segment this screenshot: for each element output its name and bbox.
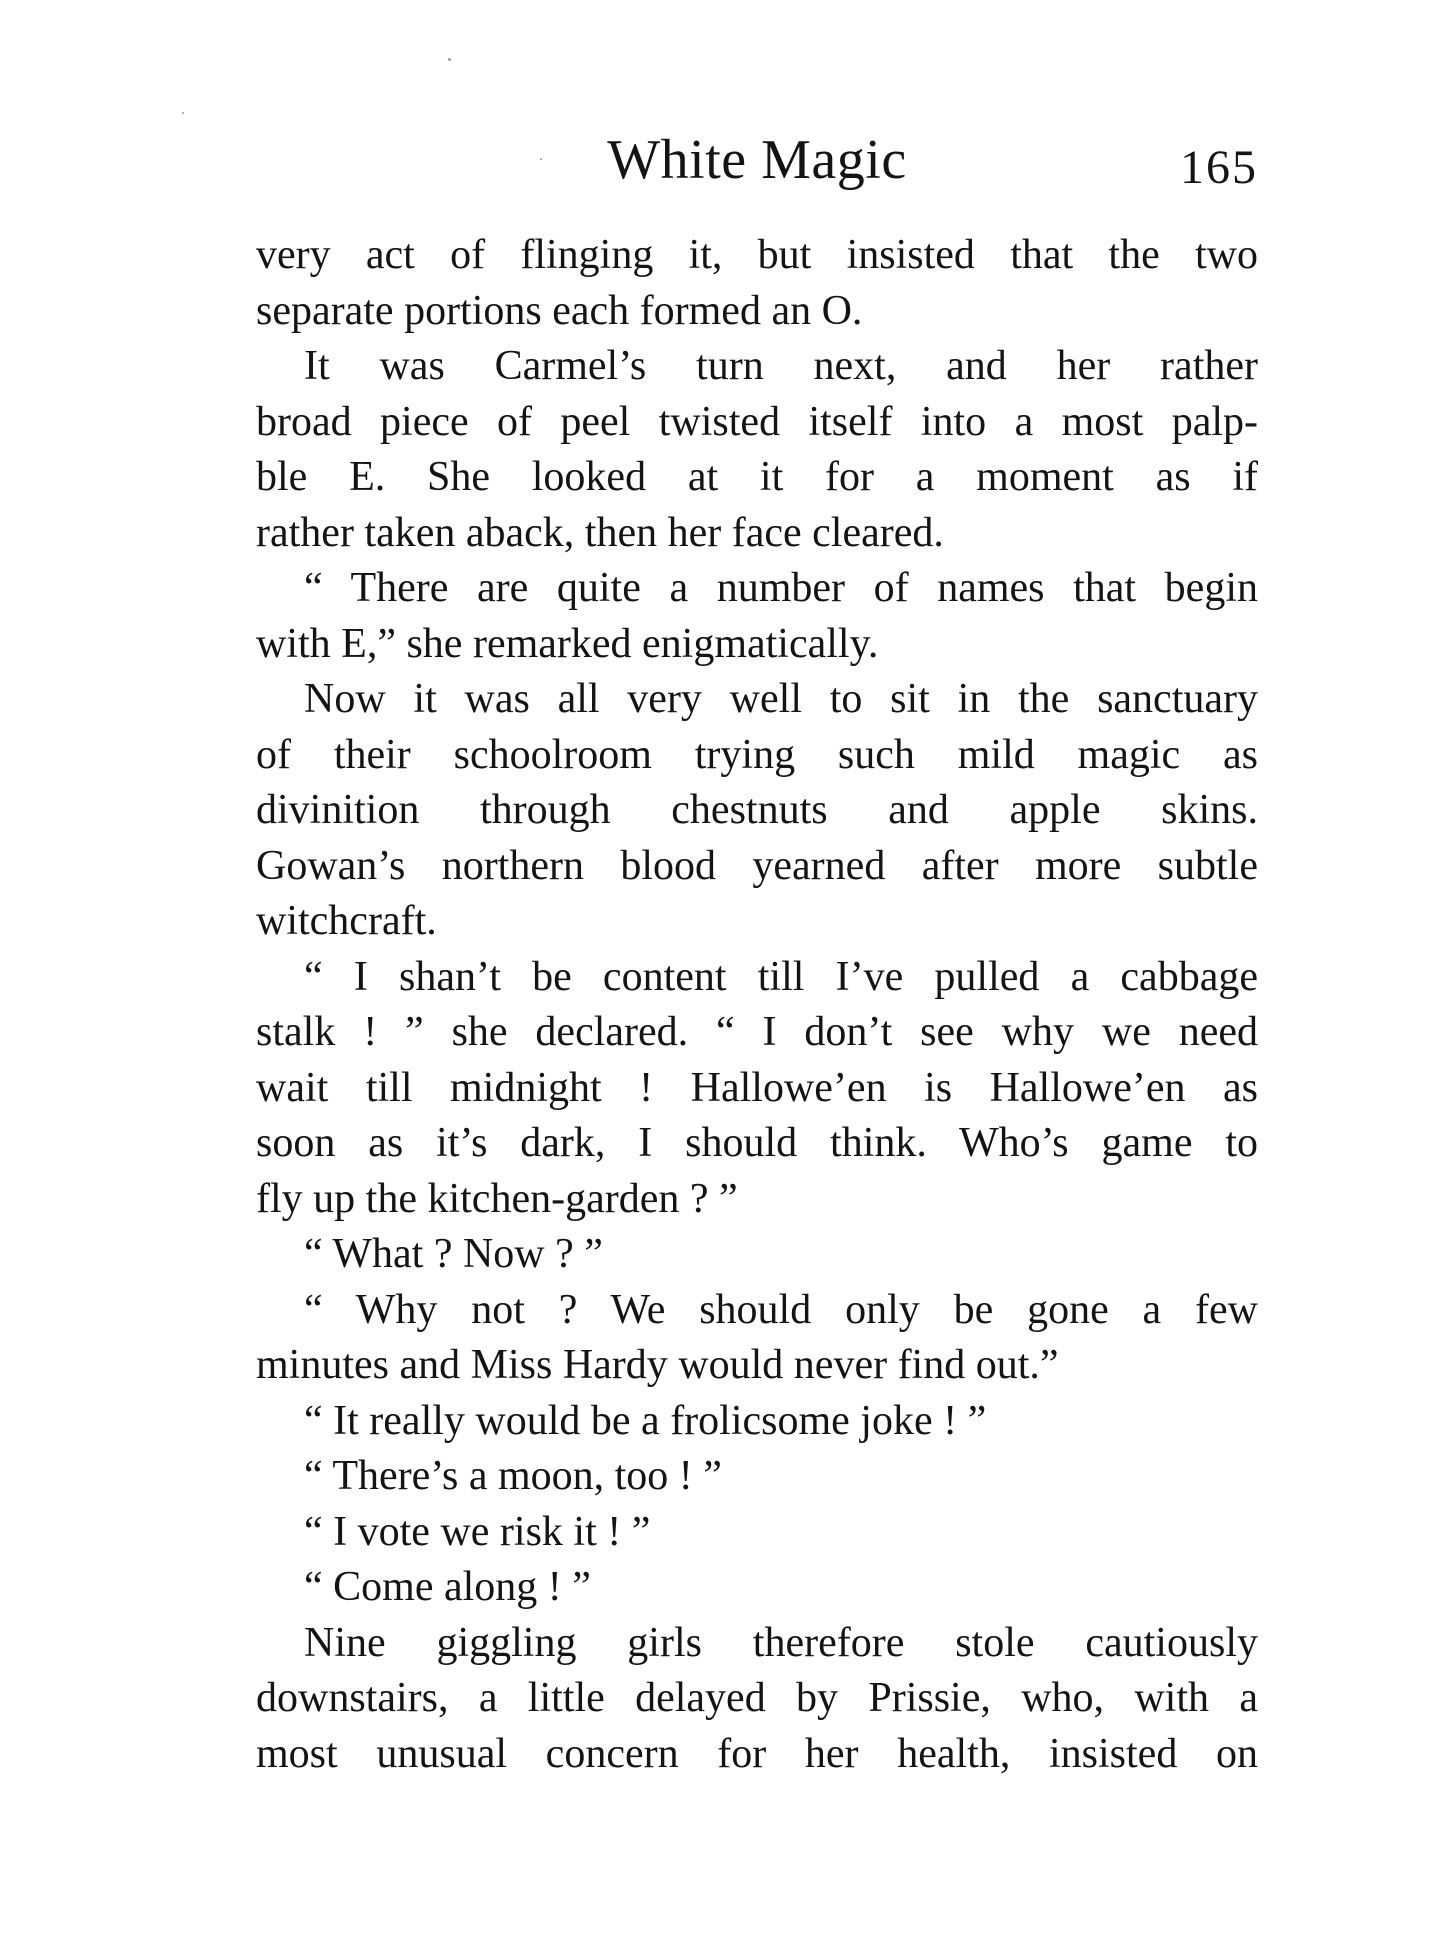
text-line: “ It really would be a frolicsome joke ! ” (304, 1397, 987, 1444)
text-line: divinition through chestnuts and apple skins. (256, 787, 1258, 833)
text-line: Nine giggling girls therefore stole cautiously (304, 1619, 1258, 1666)
text-line: Now it was all very well to sit in the sanctuary (304, 676, 1258, 722)
text-line: soon as it’s dark, I should think. Who’s game to (256, 1120, 1258, 1166)
text-line: “ I shan’t be content till I’ve pulled a cabbage (304, 953, 1258, 1000)
text-line: “ What ? Now ? ” (304, 1231, 603, 1277)
text-line: downstairs, a little delayed by Prissie, who, with a (256, 1675, 1258, 1721)
text-line: “ I vote we risk it ! ” (304, 1508, 651, 1555)
text-line: “ Why not ? We should only be gone a few (304, 1286, 1258, 1333)
text-line: with E,” she remarked enigmatically. (256, 620, 879, 667)
running-title: White Magic (607, 129, 907, 191)
text-line: broad piece of peel twisted itself into a most palp- (256, 398, 1258, 445)
text-line: minutes and Miss Hardy would never find out.” (256, 1342, 1059, 1388)
text-line: separate portions each formed an O. (256, 287, 863, 334)
scan-speck (448, 58, 451, 61)
text-line: ble E. She looked at it for a moment as if (256, 454, 1258, 500)
text-line: “ Come along ! ” (304, 1564, 591, 1610)
text-line: It was Carmel’s turn next, and her rather (304, 343, 1258, 389)
text-line: of their schoolroom trying such mild magic as (256, 731, 1258, 778)
text-line: “ There are quite a number of names that begin (304, 565, 1258, 611)
page-number: 165 (1180, 141, 1258, 194)
text-line: rather taken aback, then her face cleared. (256, 509, 944, 556)
text-line: Gowan’s northern blood yearned after more subtle (256, 842, 1258, 889)
text-line: stalk ! ” she declared. “ I don’t see why we need (256, 1009, 1258, 1055)
page-header (256, 120, 1258, 200)
text-line: most unusual concern for her health, insisted on (256, 1730, 1258, 1777)
text-line: very act of flinging it, but insisted that the two (256, 232, 1258, 278)
text-line: “ There’s a moon, too ! ” (304, 1453, 722, 1499)
body-text (256, 228, 1258, 1782)
text-line: witchcraft. (256, 898, 437, 944)
text-line: wait till midnight ! Hallowe’en is Hallowe’en as (256, 1064, 1258, 1111)
scan-speck (182, 112, 184, 114)
text-line: fly up the kitchen-garden ? ” (256, 1175, 738, 1222)
